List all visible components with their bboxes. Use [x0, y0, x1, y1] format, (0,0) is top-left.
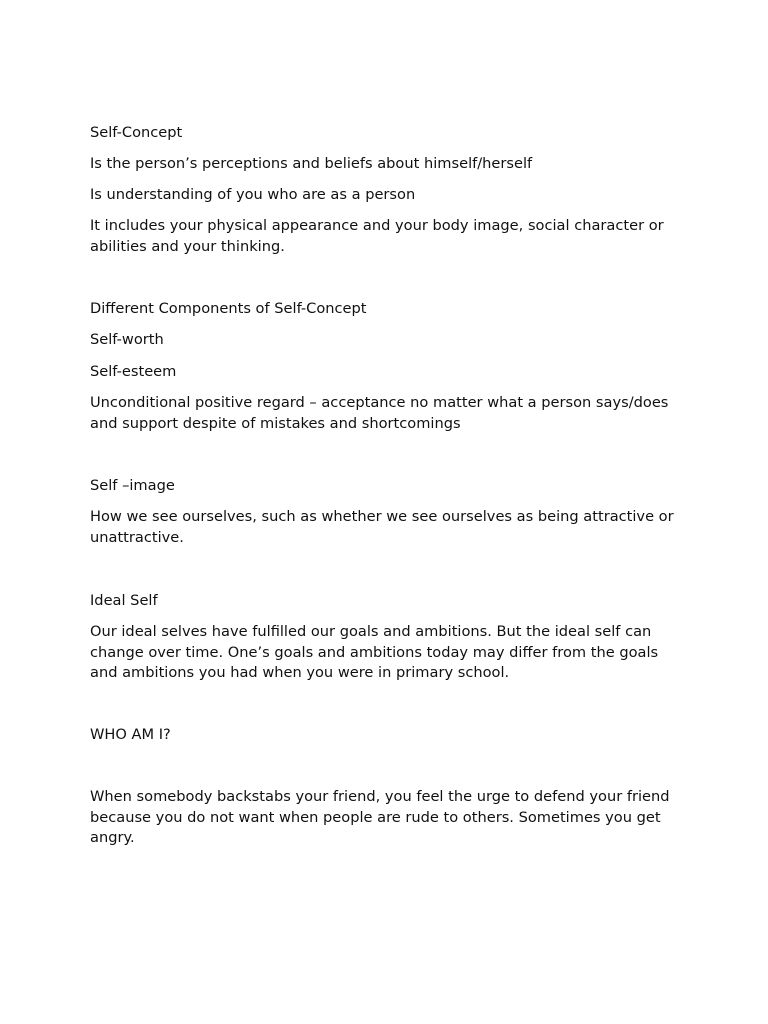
- who-am-i-description: When somebody backstabs your friend, you feel the urge to defend your friend because you do not want when people are rude to others. Sometimes you get angry.: [90, 788, 670, 846]
- heading-self-concept: Self-Concept: [90, 124, 183, 141]
- heading-components: Different Components of Self-Concept: [90, 300, 367, 317]
- component-self-esteem: Self-esteem: [90, 363, 177, 380]
- heading-who-am-i: WHO AM I?: [90, 726, 171, 743]
- self-concept-includes: It includes your physical appearance and your body image, social character or abilities and your thinking.: [90, 217, 664, 255]
- heading-self-image: Self –image: [90, 477, 175, 494]
- component-self-worth: Self-worth: [90, 331, 164, 348]
- heading-ideal-self: Ideal Self: [90, 592, 158, 609]
- self-concept-definition: Is the person’s perceptions and beliefs about himself/herself: [90, 155, 533, 172]
- self-esteem-description: Unconditional positive regard – acceptance no matter what a person says/does and support despite of mistakes and shortcomings: [90, 394, 669, 432]
- self-concept-understanding: Is understanding of you who are as a person: [90, 186, 416, 203]
- self-image-description: How we see ourselves, such as whether we see ourselves as being attractive or unattractive.: [90, 508, 674, 546]
- ideal-self-description: Our ideal selves have fulfilled our goals and ambitions. But the ideal self can change over time. One’s goals and ambitions today may differ from the goals and ambitions you had when you were in primary school.: [90, 623, 659, 681]
